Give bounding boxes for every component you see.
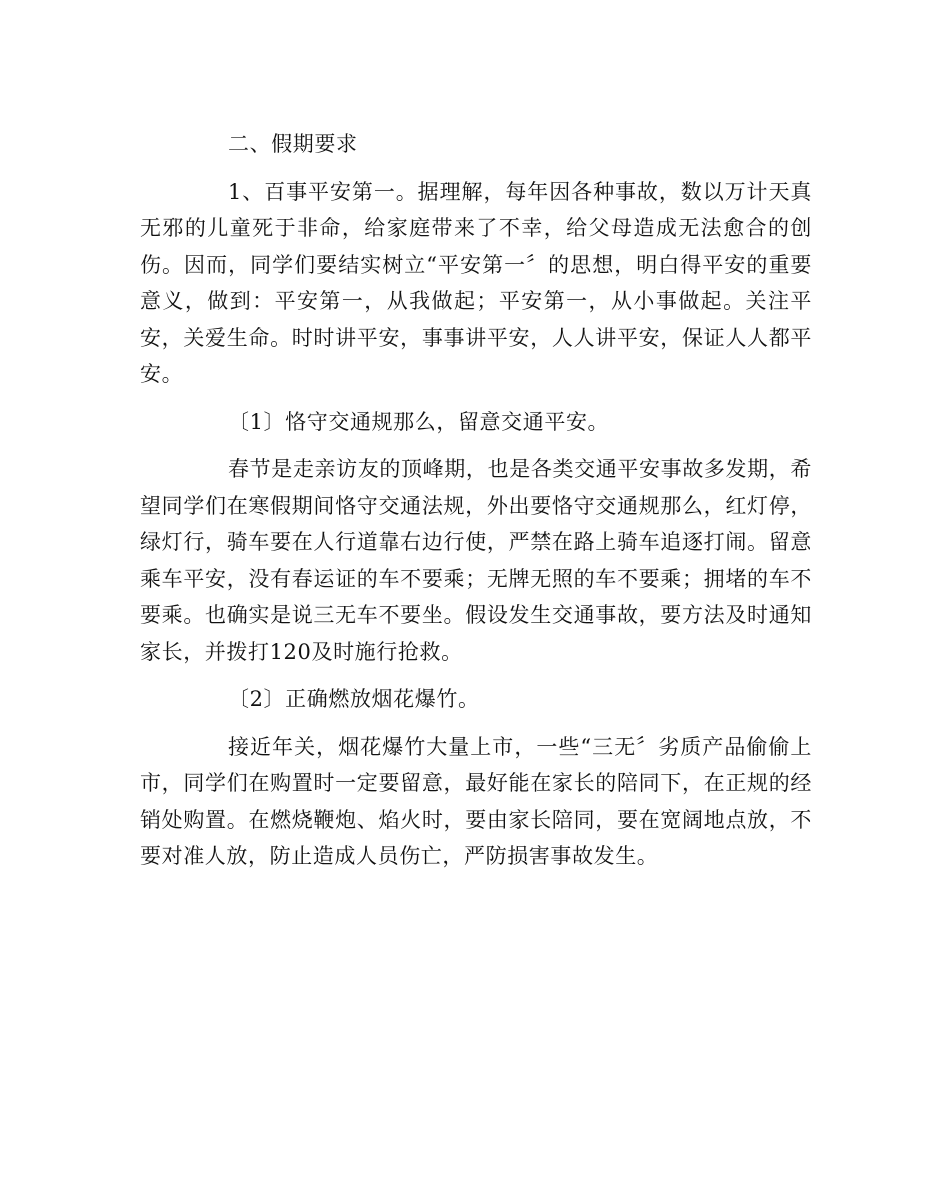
subheading-traffic: 〔1〕恪守交通规那么，留意交通平安。 <box>228 409 610 434</box>
section-heading: 二、假期要求 <box>228 132 358 156</box>
paragraph-fireworks: 接近年关，烟花爆竹大量上市，一些“三无〞劣质产品偷偷上市，同学们在购置时一定要留意，最好能在家长的陪同下，在正规的经销处购置。在燃烧鞭炮、焰火时，要由家长陪同，要在宽阔地点放，不要对准人放，防止造成人员伤亡，严防损害事故发生。 <box>140 734 812 868</box>
paragraph-traffic: 春节是走亲访友的顶峰期，也是各类交通平安事故多发期，希望同学们在寒假期间恪守交通法规，外出要恪守交通规那么，红灯停，绿灯行，骑车要在人行道靠右边行使，严禁在路上骑车追逐打闹。留意乘车平安，没有春运证的车不要乘；无牌无照的车不要乘；拥堵的车不要乘。也确实是说三无车不要坐。假设发生交通事故，要方法及时通知家长，并拨打120及时施行抢救。 <box>140 457 812 664</box>
paragraph-safety-first: 1、百事平安第一。据理解，每年因各种事故，数以万计天真无邪的儿童死于非命，给家庭带来了不幸，给父母造成无法愈合的创伤。因而，同学们要结实树立“平安第一〞的思想，明白得平安的重要意义，做到：平安第一，从我做起；平安第一，从小事做起。关注平安，关爱生命。时时讲平安，事事讲平安，人人讲平安，保证人人都平安。 <box>140 179 812 386</box>
subheading-fireworks: 〔2〕正确燃放烟花爆竹。 <box>228 687 480 711</box>
document-body <box>140 126 812 886</box>
